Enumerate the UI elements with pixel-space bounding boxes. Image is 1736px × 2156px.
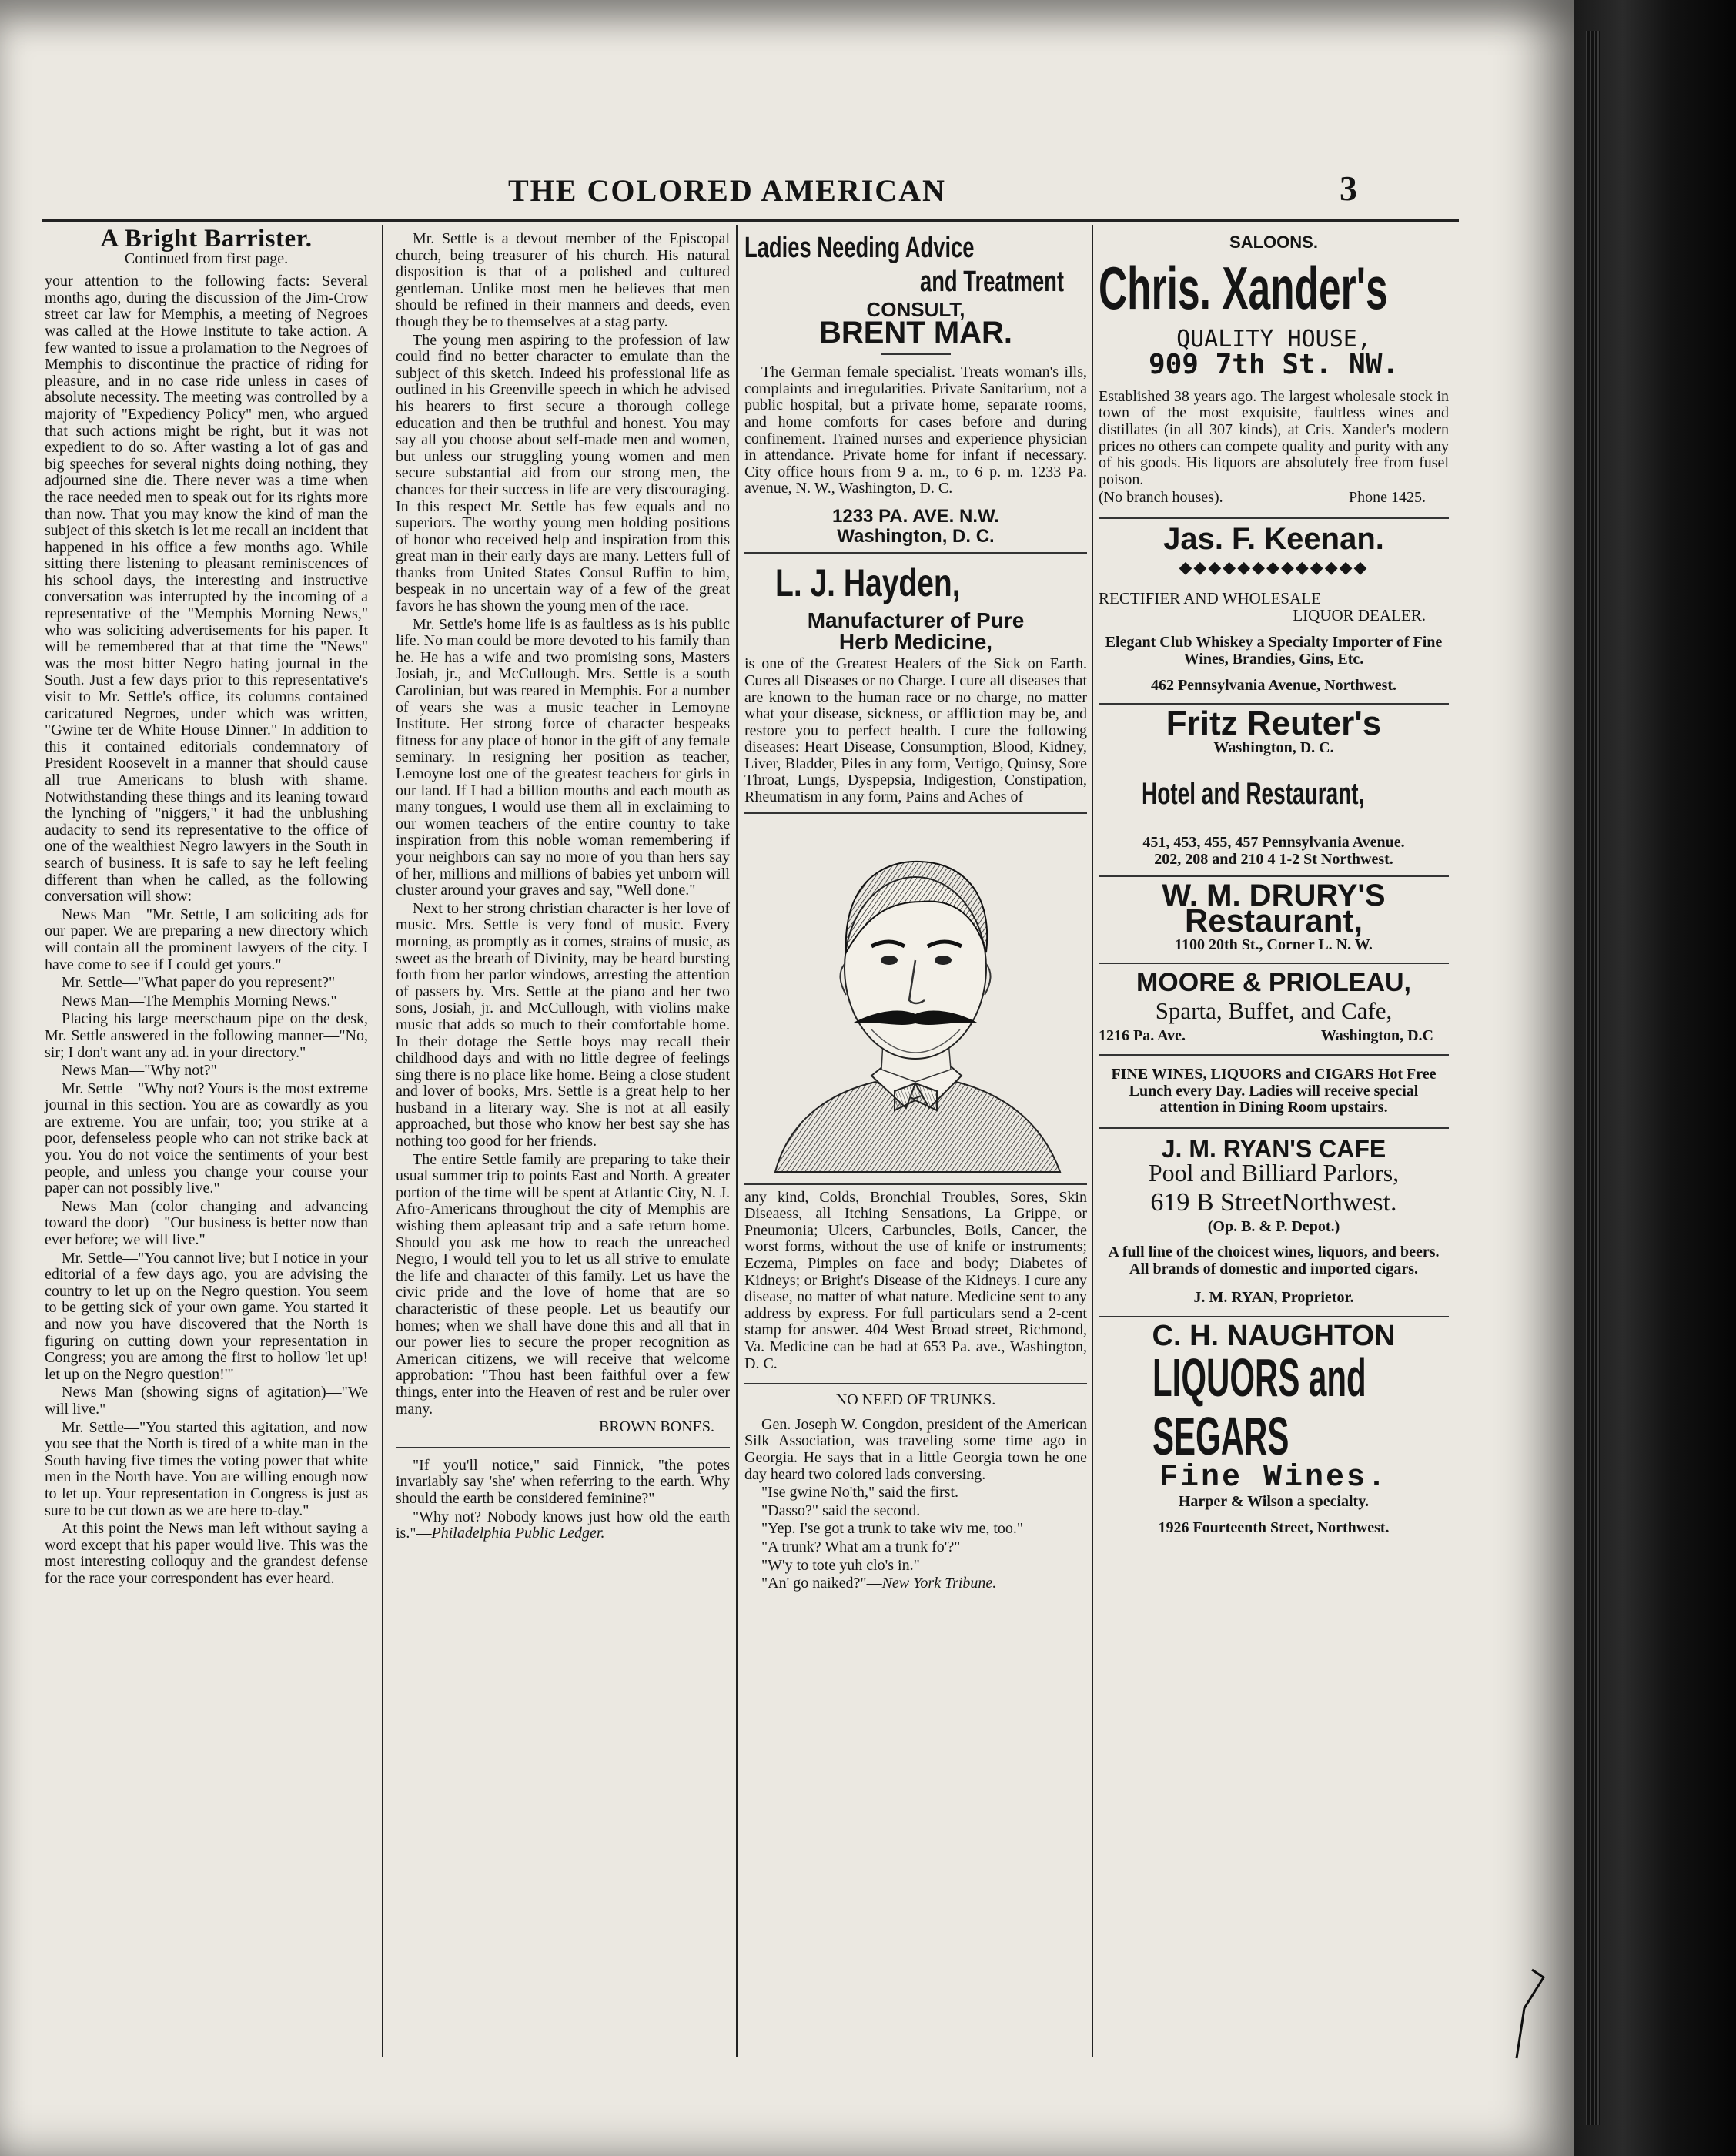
ad-footer: [1099, 490, 1449, 507]
ad-body: The German female specialist. Treats woman's ills, complaints and irregularities. Private Sanitarium, not a public hospital, but a private home, separate rooms, and home comforts for cases before and during confinement. Trained nurses and experience physician in attendance. Private home for infant if necessary. City office hours from 9 a. m., to 6 p. m. 1233 Pa. avenue, N. W., Washington, D. C.: [744, 363, 1087, 497]
divider: [1099, 1316, 1449, 1317]
story-paragraph: "W'y to tote yuh clo's in.": [761, 1556, 920, 1574]
story-no-need-of-trunks: [744, 1392, 1087, 1592]
divider: [744, 552, 1087, 554]
masthead: [46, 168, 1540, 214]
story-text: "An' go naiked?"—: [761, 1575, 882, 1592]
article-paragraph: News Man—"Why not?": [62, 1062, 217, 1080]
story-paragraph: "Yep. I'se got a trunk to take wiv me, too.": [761, 1520, 1024, 1538]
ad-subhead: QUALITY HOUSE,: [1176, 325, 1371, 353]
article-paragraph: News Man (showing signs of agitation)—"We will live.": [45, 1384, 368, 1418]
article-heading: A Bright Barrister.: [100, 225, 313, 253]
ad-name-ryan: J. M. RYAN'S CAFE: [1161, 1134, 1386, 1163]
article-paragraph: Mr. Settle's home life is as faultless as is his public life. No man could be more devoted to his family than he. He has a wife and two promising sons, Masters Josiah, jr., and McCullough. Mrs. Settle is a south Carolinian, but was reared in Memphis. For a number of years she was a music teacher in Lemoyne Institute. Her strong force of character bespeaks fitness for any place of honor in the gift of any female seminary. In resigning her position as teacher, Lemoyne lost one of the greatest teachers for girls in our land. If I had a billion mouths and each mouth as many tongues, I would use them all in exclaiming to our women teachers of the entire country to take inspiration from this noble woman remembering if your neighbors can say no more of you than hers say of her, millions and millions of babies yet unborn will cluster around your graves and say, "Well done.": [396, 615, 730, 899]
divider: [396, 1447, 730, 1448]
ad-name: L. J. Hayden,: [775, 561, 961, 605]
article-signature: BROWN BONES.: [598, 1418, 714, 1436]
article-paragraph: The entire Settle family are preparing to take their usual summer trip to points East and North. A greater portion of the time will be spent at Atlantic City, N. J. Afro-Americans throughout the city of Memphis are wishing them apleasant trip and a safe return home. Should you ask me how to reach the unreached Negro, I would tell you to let us all strive to emulate the life and character of this family. Let us have the civic pride and the love of home that are so characteristic of these people. Let us beautify our homes; when we shall have done this and all that in our power lies to secure the proper recognition as American citizens, we will receive that welcome approbation: "Thou hast been faithful over a few things, enter into the Heaven of rest and be ruler over many.: [396, 1150, 730, 1418]
article-paragraph: Mr. Settle—"What paper do you represent?": [62, 974, 336, 992]
page-stack-edge: [1586, 31, 1600, 2125]
ad-address: 1926 Fourteenth Street, Northwest.: [1158, 1518, 1390, 1536]
ad-subhead: Manufacturer of Pure: [807, 608, 1025, 633]
ad-name: BRENT MAR.: [818, 315, 1013, 350]
ad-city: Washington, D. C.: [837, 525, 995, 547]
ad-name-moore: MOORE & PRIOLEAU,: [1136, 968, 1412, 998]
ad-depot: (Op. B. & P. Depot.): [1207, 1217, 1340, 1235]
article-paragraph: News Man (color changing and advancing toward the door)—"Our business is better now than ever before; we will live.": [45, 1197, 368, 1249]
ad-consult: CONSULT,: [866, 298, 965, 321]
article-paragraph: At this point the News man left without saying a word except that his paper would live. This was the most interesting colloquy and the grandest defense for the race your correspondent has ever heard.: [45, 1520, 368, 1587]
ad-headline: Ladies Needing Advice: [744, 232, 975, 264]
article-paragraph: Mr. Settle—"You started this agitation, and now you see that the North is tired of a white man in the South having five times the voting power that white men in the North have. You are willing enough now to let up. Your representation in Congress is just as sure to be cut down as we are here to-day.": [45, 1418, 368, 1519]
ad-name-xander: Chris. Xander's: [1099, 253, 1388, 322]
anecdote-paragraph: [396, 1509, 730, 1542]
anecdote-paragraph: "If you'll notice," said Finnick, "the potes invariably say 'she' when referring to the earth. Why should the earth be considered feminine?": [396, 1456, 730, 1507]
ad-body: A full line of the choicest wines, liquors, and beers. All brands of domestic and imported cigars.: [1108, 1244, 1440, 1277]
divider: [1099, 875, 1449, 877]
anecdote-text: "Why not? Nobody knows just how old the earth is."—: [396, 1508, 730, 1542]
ad-nobranch: (No branch houses).: [1099, 489, 1223, 507]
divider: [744, 812, 1087, 814]
ad-line-liquors: LIQUORS and: [1152, 1347, 1366, 1408]
column-rule-2: [736, 225, 738, 2057]
masthead-rule: [42, 219, 1459, 222]
article-paragraph: News Man—"Mr. Settle, I am soliciting ads for our paper. We are preparing a new directory which will contain all the prominent lawyers of the city. I have come to see if I could get yours.": [45, 906, 368, 973]
article-paragraph: Mr. Settle—"You cannot live; but I notice in your editorial of a few days ago, you are advising the country to let up on the Negro question. You seem to be getting sick of your own game. You started it and now you have discovered that the North is figuring on cutting down your representation in Congress; you are among the first to hollow 'let up! let up on the Negro question!'": [45, 1249, 368, 1383]
story-title: NO NEED OF TRUNKS.: [835, 1391, 996, 1409]
article-paragraph: Placing his large meerschaum pipe on the desk, Mr. Settle answered in the following manner—"No, sir; I don't want any ad. in your directory.": [45, 1010, 368, 1061]
ad-subhead: Restaurant,: [1184, 902, 1363, 939]
ad-body: Established 38 years ago. The largest wholesale stock in town of the most exquisite, faultless wines and distillates (in all 307 kinds), at Cris. Xander's modern prices no others can compete quality and purity with any of his goods. His liquors are absolutely free from fusel poison.: [1099, 387, 1449, 488]
column-rule-1: [382, 225, 383, 2057]
ad-name-naughton: C. H. NAUGHTON: [1152, 1319, 1396, 1352]
divider: [1099, 1127, 1449, 1129]
article-paragraph: Mr. Settle—"Why not? Yours is the most extreme journal in this section. You are as cowardly as you are extreme. You are unfair, too; you strike at a poor, defenseless people who can not strike back at you. You do not voice the sentiments of your best people, and unless you change your course your paper can not possibly live.": [45, 1080, 368, 1197]
ad-name-drury: W. M. DRURY'S: [1162, 879, 1386, 913]
article-paragraph: The young men aspiring to the profession of law could find no better character to emulate than the subject of this sketch. Indeed his professional life as outlined in his Greenville speech in which he advised his hearers to first secure a thorough college education and then be truthful and honest. You may say all you choose about self-made men and women, but unless our struggling young women and men secure substantial aid from our strong men, the chances for their success in life are very discouraging. In this respect Mr. Settle has few equals and no superiors. The worthy young men holding positions of honor who received help and inspiration from this great man in their early days are many. Letters full of thanks from United States Consul Ruffin to him, bespeak in no uncertain way of a few of the great favors he has shown the young men of the race.: [396, 331, 730, 615]
ad-address: 909 7th St. NW.: [1148, 349, 1400, 381]
ad-headline: and Treatment: [920, 266, 1065, 298]
masthead-title: THE COLORED AMERICAN: [508, 173, 946, 208]
story-paragraph: "A trunk? What am a trunk fo'?": [761, 1538, 961, 1555]
ornament-row: ◆◆◆◆◆◆◆◆◆◆◆◆◆: [1179, 557, 1369, 577]
ad-name-keenan: Jas. F. Keenan.: [1163, 521, 1384, 556]
ad-address: 1100 20th St., Corner L. N. W.: [1175, 936, 1373, 953]
ad-hayden: [744, 561, 1087, 1372]
ad-line-segars: SEGARS: [1152, 1405, 1289, 1466]
story-paragraph: [744, 1575, 1087, 1592]
article-paragraph: Mr. Settle is a devout member of the Episcopal church, being treasurer of his church. His natural disposition is that of a polished and cultured gentleman. Unlike most men he believes that men should be refined in their manners and deeds, even though they be to themselves at a stag party.: [396, 230, 730, 330]
article-subheading: Continued from first page.: [124, 249, 289, 267]
ad-body: Elegant Club Whiskey a Specialty Importer of Fine Wines, Brandies, Gins, Etc.: [1105, 634, 1443, 668]
story-paragraph: "Dasso?" said the second.: [761, 1502, 921, 1519]
ad-address: 451, 453, 455, 457 Pennsylvania Avenue.: [1142, 834, 1405, 852]
column-article-continued: [396, 231, 730, 1544]
ad-name-reuter: Fritz Reuter's: [1166, 705, 1382, 743]
story-paragraph: Gen. Joseph W. Congdon, president of the American Silk Association, was traveling some time ago in Georgia. He says that in a little Georgia town he one day heard two colored lads conversing.: [744, 1415, 1087, 1483]
divider: [1099, 1054, 1449, 1056]
divider: [1099, 962, 1449, 964]
ad-subhead: Pool and Billiard Parlors,: [1148, 1159, 1400, 1187]
ad-line-fine-wines: Fine Wines.: [1159, 1460, 1389, 1495]
article-paragraph: your attention to the following facts: Several months ago, during the discussion of the Jim-Crow street car law for Memphis, a meeting of Negroes was called at the Howe Institute to take action. A few wanted to issue a prolamation to the Negroes of Memphis to discontinue the practice of riding for pleasure, and in no case ride unless in cases of absolute necessity. The meeting was controlled by a majority of "Expediency Policy" men, who argued that such actions might be right, but it was not expedient to do so. After wasting a lot of gas and big speeches for several nights doing nothing, they adjourned sine die. There never was a time when the race needed men to speak out for its rights more than now. That you may know the kind of man the subject of this sketch is let me recall an incident that happened in his office a few months ago. While sitting there listening to pleasant reminiscences of his school days, the interesting and instructive conversation was interrupted by the incoming of a representative of the "Memphis Morning News," who was soliciting advertisements for his paper. It will be remembered that at that time the "News" was the most bitter Negro hating journal in the South. Just a few days prior to this representative's visit to Mr. Settle's office, its columns contained caricatured Negroes, under which was written, "Gwine ter de White House Dinner." In addition to this it contained editorials condemnatory of President Roosevelt in a manner that should cause all true Americans to blush with shame. Notwithstanding these things and its leaning toward the lynching of "niggers," it had the unblushing audacity to send its representative to the office of one of the wealthiest Negro lawyers in the South in search of business. It is safe to say he left feeling different than when he called, as the following conversation will show:: [45, 273, 368, 906]
ad-address: 462 Pennsylvania Avenue, Northwest.: [1150, 676, 1397, 694]
ad-address: 1216 Pa. Ave.: [1099, 1027, 1186, 1045]
story-paragraph: "Ise gwine No'th," said the first.: [761, 1484, 958, 1502]
ad-subhead: Herb Medicine,: [838, 629, 993, 654]
article-paragraph: News Man—The Memphis Morning News.": [62, 992, 337, 1009]
ad-line: RECTIFIER AND WHOLESALE: [1099, 589, 1321, 608]
page-number: 3: [1340, 169, 1357, 208]
column-rule-3: [1092, 225, 1093, 2057]
column-article-barrister: [45, 225, 368, 1589]
ad-phone: Phone 1425.: [1349, 489, 1426, 507]
ad-address: 202, 208 and 210 4 1-2 St Northwest.: [1154, 850, 1393, 868]
ad-body: is one of the Greatest Healers of the Sick on Earth. Cures all Diseases or no Charge. I cure all diseases that are known to the human race or no charge, no matter what your disease, sickness, or affliction may be, and restore you to perfect health. I cure the following diseases: Heart Disease, Consumption, Blood, Kidney, Liver, Bladder, Piles in any form, Vertigo, Quinsy, Sore Throat, Lungs, Dyspepsia, Indigestion, Constipation, Rheumatism in any form, Pains and Aches of: [744, 655, 1087, 806]
pencil-mark-icon: [1509, 1962, 1547, 2070]
article-paragraph: Next to her strong christian character is her love of music. Mrs. Settle is very fond of music. Every morning, as promptly as it comes, strains of music, as sweet as the breath of Divinity, may be heard bursting forth from her parlor windows, arresting the attention of passers by. Mrs. Settle at the piano and her two sons, Josiah, jr. and McCullough, with violins make music that adds so much to their comfortable home. In their dotage the Settle boys may recall their childhood days and with no little degree of feelings sing there is no place like home. Being a close student and lover of books, Mrs. Settle is a great help to her husband in a literary way. She is not at all easily approached, but those who know her best say she has nothing too good for her friends.: [396, 899, 730, 1150]
ad-footer: [1099, 1028, 1449, 1045]
ad-brent-mar: [744, 231, 1087, 547]
column-ads-saloons: [1099, 231, 1449, 1536]
divider: [744, 1183, 1087, 1185]
ad-proprietor: J. M. RYAN, Proprietor.: [1193, 1289, 1354, 1307]
ad-address: 1233 PA. AVE. N.W.: [832, 505, 999, 527]
ad-city: Washington, D.C: [1320, 1027, 1433, 1045]
ad-body: any kind, Colds, Bronchial Troubles, Sores, Skin Diseaess, all Itching Sensations, La Grippe, or Pneumonia; Ulcers, Carbuncles, Boils, Cancer, the worst forms, without the use of knife or instruments; Eczema, Pimples on face and body; Diabetes of Kidneys; or Bright's Disease of the Kidneys. I cure any disease, no matter of what nature. Medicine sent to any address by express. For full particulars send a 2-cent stamp for answer. 404 West Broad street, Richmond, Va. Medicine can be had at 653 Pa. ave., Washington, D. C.: [744, 1188, 1087, 1372]
ad-subhead: Sparta, Buffet, and Cafe,: [1155, 996, 1393, 1024]
ad-city: Washington, D. C.: [1213, 738, 1334, 756]
column-ads-medical: [744, 231, 1087, 1594]
anecdote-source: Philadelphia Public Ledger.: [431, 1525, 605, 1542]
ad-address: 619 B StreetNorthwest.: [1150, 1188, 1397, 1217]
ad-subhead: Hotel and Restaurant,: [1142, 777, 1365, 812]
divider: [744, 1383, 1087, 1384]
portrait-illustration: [744, 822, 1087, 1176]
divider: [1099, 517, 1449, 519]
portrait-engraving: [744, 822, 1087, 1176]
ad-specialty: Harper & Wilson a specialty.: [1178, 1493, 1370, 1511]
divider: [881, 353, 951, 355]
ad-line: LIQUOR DEALER.: [1293, 605, 1426, 624]
ad-body: FINE WINES, LIQUORS and CIGARS Hot Free Lunch every Day. Ladies will receive special attention in Dining Room upstairs.: [1111, 1066, 1437, 1116]
story-source: New York Tribune.: [881, 1575, 997, 1592]
section-heading: SALOONS.: [1229, 233, 1318, 252]
